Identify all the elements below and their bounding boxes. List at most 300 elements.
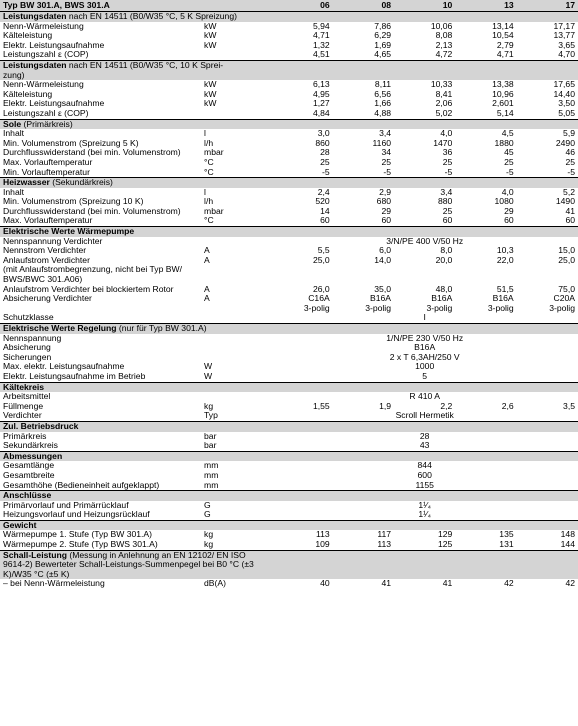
row-label: Wärmepumpe 1. Stufe (Typ BW 301.A) [3, 530, 153, 540]
section-heading [0, 451, 578, 461]
table-row [0, 362, 578, 372]
cell-value: 125 [437, 540, 453, 550]
row-unit: mbar [204, 206, 224, 216]
table-row [0, 372, 578, 382]
cell-value: 3-polig [549, 303, 575, 313]
cell-value: 1470 [433, 138, 453, 148]
cell-value: -5 [567, 167, 575, 177]
row-unit: °C [204, 216, 214, 226]
section-heading [0, 119, 578, 129]
cell-value-span: 5 [422, 371, 428, 381]
cell-value: B16A [492, 294, 514, 304]
section-title: Leistungsdaten [3, 60, 67, 70]
cell-value: 1,55 [312, 401, 330, 411]
cell-value-span: I [423, 313, 426, 323]
cell-value: 109 [315, 540, 330, 550]
cell-value: B16A [431, 294, 453, 304]
cell-value: 680 [376, 197, 392, 207]
table-row [0, 432, 578, 442]
cell-value-span: 28 [419, 431, 430, 441]
cell-value: 14,40 [553, 89, 575, 99]
cell-value-span: 2 x T 6,3AH/250 V [389, 352, 460, 362]
row-unit: kW [204, 99, 217, 109]
row-label: Verdichter [3, 411, 42, 421]
table-row [0, 334, 578, 344]
cell-value: 129 [437, 530, 453, 540]
cell-value: 17,65 [553, 80, 575, 90]
row-unit: W [204, 362, 213, 372]
table-row [0, 148, 578, 158]
cell-value: 6,29 [374, 31, 392, 41]
cell-value: -5 [505, 167, 514, 177]
cell-value: 41 [442, 579, 453, 589]
cell-value-span: 3/N/PE 400 V/50 Hz [386, 236, 464, 246]
section-title: Abmessungen [3, 451, 63, 461]
cell-value: 22,0 [496, 255, 514, 265]
table-row [0, 188, 578, 198]
row-unit: kg [204, 540, 214, 550]
cell-value: 5,02 [435, 108, 453, 118]
cell-value: 860 [315, 138, 330, 148]
row-label: Wärmepumpe 2. Stufe (Typ BWS 301.A) [3, 540, 158, 550]
cell-value: 6,56 [374, 89, 392, 99]
row-label: Kälteleistung [3, 89, 53, 99]
cell-value: 2,4 [317, 187, 330, 197]
cell-value: 880 [437, 197, 453, 207]
section-heading [0, 421, 578, 431]
row-unit [201, 353, 271, 363]
cell-value: 113 [316, 530, 330, 540]
cell-value: 1160 [372, 138, 392, 148]
row-label: Min. Vorlauftemperatur [3, 167, 90, 177]
cell-value: 34 [381, 148, 392, 158]
section-note: nach EN 14511 (B0/W35 °C, 5 K Spreizung) [66, 11, 237, 21]
cell-value: 5,05 [558, 108, 575, 118]
cell-value: 3,5 [563, 401, 575, 411]
row-label: Leistungszahl ε (COP) [3, 50, 89, 60]
row-label: Max. elektr. Leistungsaufnahme [3, 362, 125, 372]
table-row [0, 246, 578, 256]
cell-value: 42 [565, 579, 575, 589]
row-unit [201, 50, 271, 60]
row-unit: mm [204, 470, 219, 480]
table-row [0, 510, 578, 520]
table-row [0, 207, 578, 217]
table-row [0, 411, 578, 421]
cell-value: 46 [565, 148, 575, 158]
table-row [0, 441, 578, 451]
table-row [0, 461, 578, 471]
row-unit: l/h [204, 138, 214, 148]
cell-value: 36 [442, 148, 453, 158]
table-row [0, 22, 578, 32]
cell-value: 7,86 [374, 21, 392, 31]
table-row [0, 402, 578, 412]
cell-value: 5,94 [312, 21, 330, 31]
section-heading [0, 382, 578, 392]
cell-value: 60 [320, 216, 330, 226]
row-unit: kW [204, 31, 217, 41]
table-row [0, 579, 578, 589]
row-label: Sicherungen [3, 352, 52, 362]
model-10: 10 [394, 0, 455, 12]
row-label: Min. Volumenstrom (Spreizung 5 K) [3, 138, 139, 148]
cell-value: 17,17 [553, 21, 575, 31]
row-label: Arbeitsmittel [3, 392, 51, 402]
row-label: Kälteleistung [3, 31, 53, 41]
row-unit: °C [204, 167, 214, 177]
table-row [0, 471, 578, 481]
cell-value: 29 [504, 206, 514, 216]
cell-value: 5,5 [317, 246, 330, 256]
row-label: Gesamtbreite [3, 470, 55, 480]
cell-value: 25 [504, 157, 514, 167]
cell-value: 3,4 [379, 129, 392, 139]
row-label: – bei Nenn-Wärmeleistung [3, 579, 105, 589]
row-unit: A [204, 246, 210, 256]
cell-value: 40 [320, 579, 330, 589]
row-label: Schutzklasse [3, 313, 54, 323]
table-row [0, 343, 578, 353]
row-label: Elektr. Leistungsaufnahme [3, 99, 105, 109]
table-row [0, 392, 578, 402]
section-title: Sole [3, 119, 22, 129]
row-unit: kg [204, 530, 214, 540]
cell-value: 4,5 [501, 129, 514, 139]
row-unit [201, 343, 271, 353]
model-13: 13 [455, 0, 516, 12]
cell-value: 4,84 [312, 108, 330, 118]
table-row [0, 353, 578, 363]
row-label: Durchflusswiderstand (bei min. Volumenstrom) [3, 206, 181, 216]
row-label: Heizungsvorlauf und Heizungsrücklauf [3, 510, 150, 520]
row-label: Elektr. Leistungsaufnahme im Betrieb [3, 371, 146, 381]
cell-value: 3-polig [487, 303, 514, 313]
row-label: Anlaufstrom Verdichter [3, 255, 90, 265]
cell-value: 148 [560, 530, 575, 540]
table-row [0, 139, 578, 149]
cell-value: 25 [442, 157, 453, 167]
cell-value: 8,0 [440, 246, 453, 256]
cell-value: 13,14 [492, 21, 514, 31]
cell-value: 5,14 [496, 108, 514, 118]
row-unit: l [204, 129, 206, 139]
cell-value: 2,6 [501, 401, 514, 411]
row-unit: A [204, 255, 210, 265]
cell-value: 4,0 [440, 129, 453, 139]
section-note: (Primärkreis) [21, 119, 73, 129]
cell-value: 1880 [494, 138, 514, 148]
cell-value: 1490 [555, 197, 575, 207]
cell-value: 8,41 [435, 89, 453, 99]
cell-value: 5,2 [563, 187, 575, 197]
cell-value: 6,13 [312, 80, 330, 90]
cell-value: 20,0 [435, 255, 453, 265]
section-note-continued: zung) [0, 71, 578, 81]
cell-value: 4,65 [374, 50, 392, 60]
cell-value: 3,50 [558, 99, 575, 109]
table-row [0, 129, 578, 139]
row-label: Min. Volumenstrom (Spreizung 10 K) [3, 197, 144, 207]
section-heading [0, 60, 578, 70]
table-row [0, 304, 578, 314]
section-heading [0, 178, 578, 188]
cell-value-span: 844 [417, 461, 432, 471]
cell-value: 2,79 [496, 40, 514, 50]
cell-value: 60 [381, 216, 392, 226]
cell-value: 2,9 [379, 187, 392, 197]
table-row [0, 530, 578, 540]
row-unit: A [204, 294, 210, 304]
cell-value: 25 [442, 206, 453, 216]
table-row [0, 158, 578, 168]
cell-value: 10,96 [492, 89, 514, 99]
cell-value: 5,9 [563, 129, 575, 139]
section-heading [0, 550, 578, 579]
cell-value: 45 [504, 148, 514, 158]
cell-value: 4,72 [435, 50, 453, 60]
row-label: Absicherung [3, 343, 51, 353]
row-label: Nennstrom Verdichter [3, 246, 87, 256]
cell-value: 25,0 [558, 255, 575, 265]
cell-value-span: 43 [419, 441, 430, 451]
cell-value: 3,4 [440, 187, 453, 197]
cell-value-span: 1155 [415, 480, 434, 490]
cell-value: 75,0 [558, 284, 575, 294]
cell-value: 4,70 [558, 50, 575, 60]
cell-value: 1,27 [312, 99, 330, 109]
row-label: Absicherung Verdichter [3, 294, 92, 304]
model-17: 17 [517, 0, 578, 12]
row-unit: kW [204, 80, 217, 90]
cell-value: 1080 [494, 197, 514, 207]
cell-value: 3-polig [365, 303, 392, 313]
cell-value: 144 [560, 540, 575, 550]
cell-value-span: Scroll Hermetik [395, 411, 454, 421]
cell-value: 41 [565, 206, 575, 216]
cell-value: 2,601 [492, 99, 514, 109]
table-row [0, 501, 578, 511]
section-title: Elektrische Werte Regelung [3, 323, 117, 333]
section-heading [0, 227, 578, 237]
cell-value: -5 [383, 167, 392, 177]
section-title: Heizwasser [3, 177, 50, 188]
cell-value-span: B16A [414, 343, 436, 353]
row-label: Primärvorlauf und Primärrücklauf [3, 500, 129, 510]
row-label: Nenn-Wärmeleistung [3, 21, 84, 31]
table-row [0, 265, 578, 284]
table-header-row [0, 0, 578, 12]
row-label: Inhalt [3, 129, 25, 139]
cell-value: 10,3 [496, 246, 514, 256]
cell-value: 520 [315, 197, 330, 207]
row-unit: kW [204, 40, 217, 50]
cell-value: 28 [320, 148, 330, 158]
cell-value: C16A [308, 294, 330, 304]
row-unit: G [204, 510, 211, 520]
cell-value: 4,95 [312, 89, 330, 99]
cell-value: 3,0 [317, 129, 330, 139]
section-title: Leistungsdaten [3, 11, 67, 21]
row-label: Elektr. Leistungsaufnahme [3, 40, 105, 50]
row-label: Max. Vorlauftemperatur [3, 216, 93, 226]
row-unit: mbar [204, 148, 224, 158]
row-label: Nenn-Wärmeleistung [3, 80, 84, 90]
cell-value-span: 1¹⁄₄ [418, 500, 431, 510]
table-row [0, 197, 578, 207]
cell-value: 2,06 [435, 99, 453, 109]
row-unit [201, 334, 271, 344]
row-label: Nennspannung [3, 333, 62, 343]
section-note: (nur für Typ BW 301.A) [116, 323, 207, 333]
cell-value: 25,0 [312, 255, 330, 265]
cell-value: 13,38 [492, 80, 514, 90]
cell-value-span: 1/N/PE 230 V/50 Hz [386, 333, 464, 343]
row-unit: l [204, 187, 206, 197]
row-unit [201, 109, 271, 119]
table-row [0, 99, 578, 109]
table-row [0, 285, 578, 295]
cell-value: 29 [381, 206, 392, 216]
cell-value: 2,2 [440, 401, 453, 411]
row-label: Gesamthöhe (Bedieneinheit aufgeklappt) [3, 480, 160, 490]
row-unit: G [204, 500, 211, 510]
cell-value: 4,51 [312, 50, 330, 60]
cell-value: 15,0 [558, 246, 575, 256]
cell-value-span: 600 [417, 470, 432, 480]
cell-value: 48,0 [435, 284, 453, 294]
row-unit: l/h [204, 197, 214, 207]
section-heading [0, 324, 578, 334]
section-title: Elektrische Werte Wärmepumpe [3, 226, 135, 237]
section-title: Schall-Leistung [3, 550, 67, 560]
cell-value: 13,77 [553, 31, 575, 41]
cell-value: 8,08 [435, 31, 453, 41]
cell-value: 8,11 [374, 80, 392, 90]
cell-value: 26,0 [312, 284, 330, 294]
table-row [0, 313, 578, 323]
cell-value: 41 [381, 579, 392, 589]
cell-value: 4,71 [312, 31, 330, 41]
row-label: Füllmenge [3, 401, 44, 411]
row-unit: bar [204, 441, 217, 451]
row-label: Gesamtlänge [3, 461, 55, 471]
row-unit: dB(A) [204, 579, 226, 589]
row-label: Max. Vorlauftemperatur [3, 157, 93, 167]
cell-value: 51,5 [496, 284, 514, 294]
cell-value: 14 [320, 206, 330, 216]
cell-value: 10,33 [430, 80, 453, 90]
section-title: Kältekreis [3, 382, 45, 392]
cell-value: B16A [369, 294, 392, 304]
model-08: 08 [333, 0, 394, 12]
cell-value: 14,0 [374, 255, 392, 265]
section-heading [0, 520, 578, 530]
table-row [0, 90, 578, 100]
cell-value: 60 [565, 216, 575, 226]
cell-value: 25 [565, 157, 575, 167]
row-unit: kW [204, 89, 217, 99]
cell-value: 117 [377, 530, 392, 540]
row-note: (mit Anlaufstrombegrenzung, nicht bei Typ BW/ BWS/BWC 301.A06) [3, 265, 182, 285]
table-row [0, 41, 578, 51]
row-unit: kg [204, 401, 214, 411]
cell-value: -5 [322, 167, 330, 177]
cell-value: 2,13 [435, 40, 453, 50]
section-heading [0, 12, 578, 22]
cell-value: 4,71 [496, 50, 514, 60]
cell-value: 60 [504, 216, 514, 226]
cell-value: 131 [499, 540, 514, 550]
cell-value: 3-polig [303, 303, 330, 313]
model-06: 06 [271, 0, 332, 12]
row-unit: mm [204, 480, 219, 490]
row-unit: kW [204, 21, 217, 31]
row-label: Anlaufstrom Verdichter bei blockiertem Rotor [3, 284, 174, 294]
cell-value: 1,69 [374, 40, 392, 50]
cell-value: 10,06 [430, 21, 453, 31]
section-title: Gewicht [3, 520, 37, 530]
cell-value: 3-polig [426, 303, 453, 313]
section-heading-continued [0, 71, 578, 81]
table-row [0, 256, 578, 266]
cell-value-span: 1¹⁄₄ [418, 510, 431, 520]
cell-value: 3,65 [558, 40, 575, 50]
row-unit: A [204, 284, 210, 294]
table-row [0, 168, 578, 178]
cell-value: 10,54 [492, 31, 514, 41]
cell-value: 1,9 [379, 401, 392, 411]
cell-value: 1,66 [374, 99, 392, 109]
row-label: Primärkreis [3, 431, 47, 441]
type-label: Typ BW 301.A, BWS 301.A [0, 0, 271, 12]
section-heading [0, 491, 578, 501]
cell-value: 113 [377, 540, 392, 550]
row-label: Inhalt [3, 187, 25, 197]
cell-value: 60 [442, 216, 453, 226]
cell-value: -5 [444, 167, 453, 177]
row-unit: °C [204, 157, 214, 167]
table-row [0, 109, 578, 119]
cell-value: 4,0 [501, 187, 514, 197]
row-unit: mm [204, 461, 219, 471]
section-note: (Sekundärkreis) [49, 177, 113, 188]
row-label: Sekundärkreis [3, 441, 58, 451]
table-row [0, 80, 578, 90]
section-note: (Messung in Anlehnung an EN 12102/ EN ISO 9614-2) Bewerteter Schall-Leistungs-Summenpegel bei B0 °C (±3 K)/W35 °C (±5 K) [3, 550, 254, 579]
row-unit: W [204, 371, 213, 381]
row-unit: Typ [204, 411, 218, 421]
table-row [0, 540, 578, 550]
cell-value: 1,32 [312, 40, 330, 50]
section-title: Zul. Betriebsdruck [3, 421, 79, 431]
table-row [0, 50, 578, 60]
cell-value: 4,88 [374, 108, 392, 118]
cell-value: 25 [381, 157, 392, 167]
cell-value: 35,0 [374, 284, 392, 294]
section-title: Anschlüsse [3, 490, 52, 501]
cell-value: 135 [499, 530, 514, 540]
row-unit: bar [204, 431, 217, 441]
row-label: Nennspannung Verdichter [3, 236, 103, 246]
row-label: Leistungszahl ε (COP) [3, 108, 89, 118]
table-row [0, 31, 578, 41]
cell-value: 2490 [555, 138, 575, 148]
cell-value-span: 1000 [415, 362, 435, 372]
section-note: nach EN 14511 (B0/W35 °C, 10 K Sprei- [66, 60, 224, 70]
cell-value: 6,0 [379, 246, 392, 256]
cell-value: C20A [553, 294, 575, 304]
